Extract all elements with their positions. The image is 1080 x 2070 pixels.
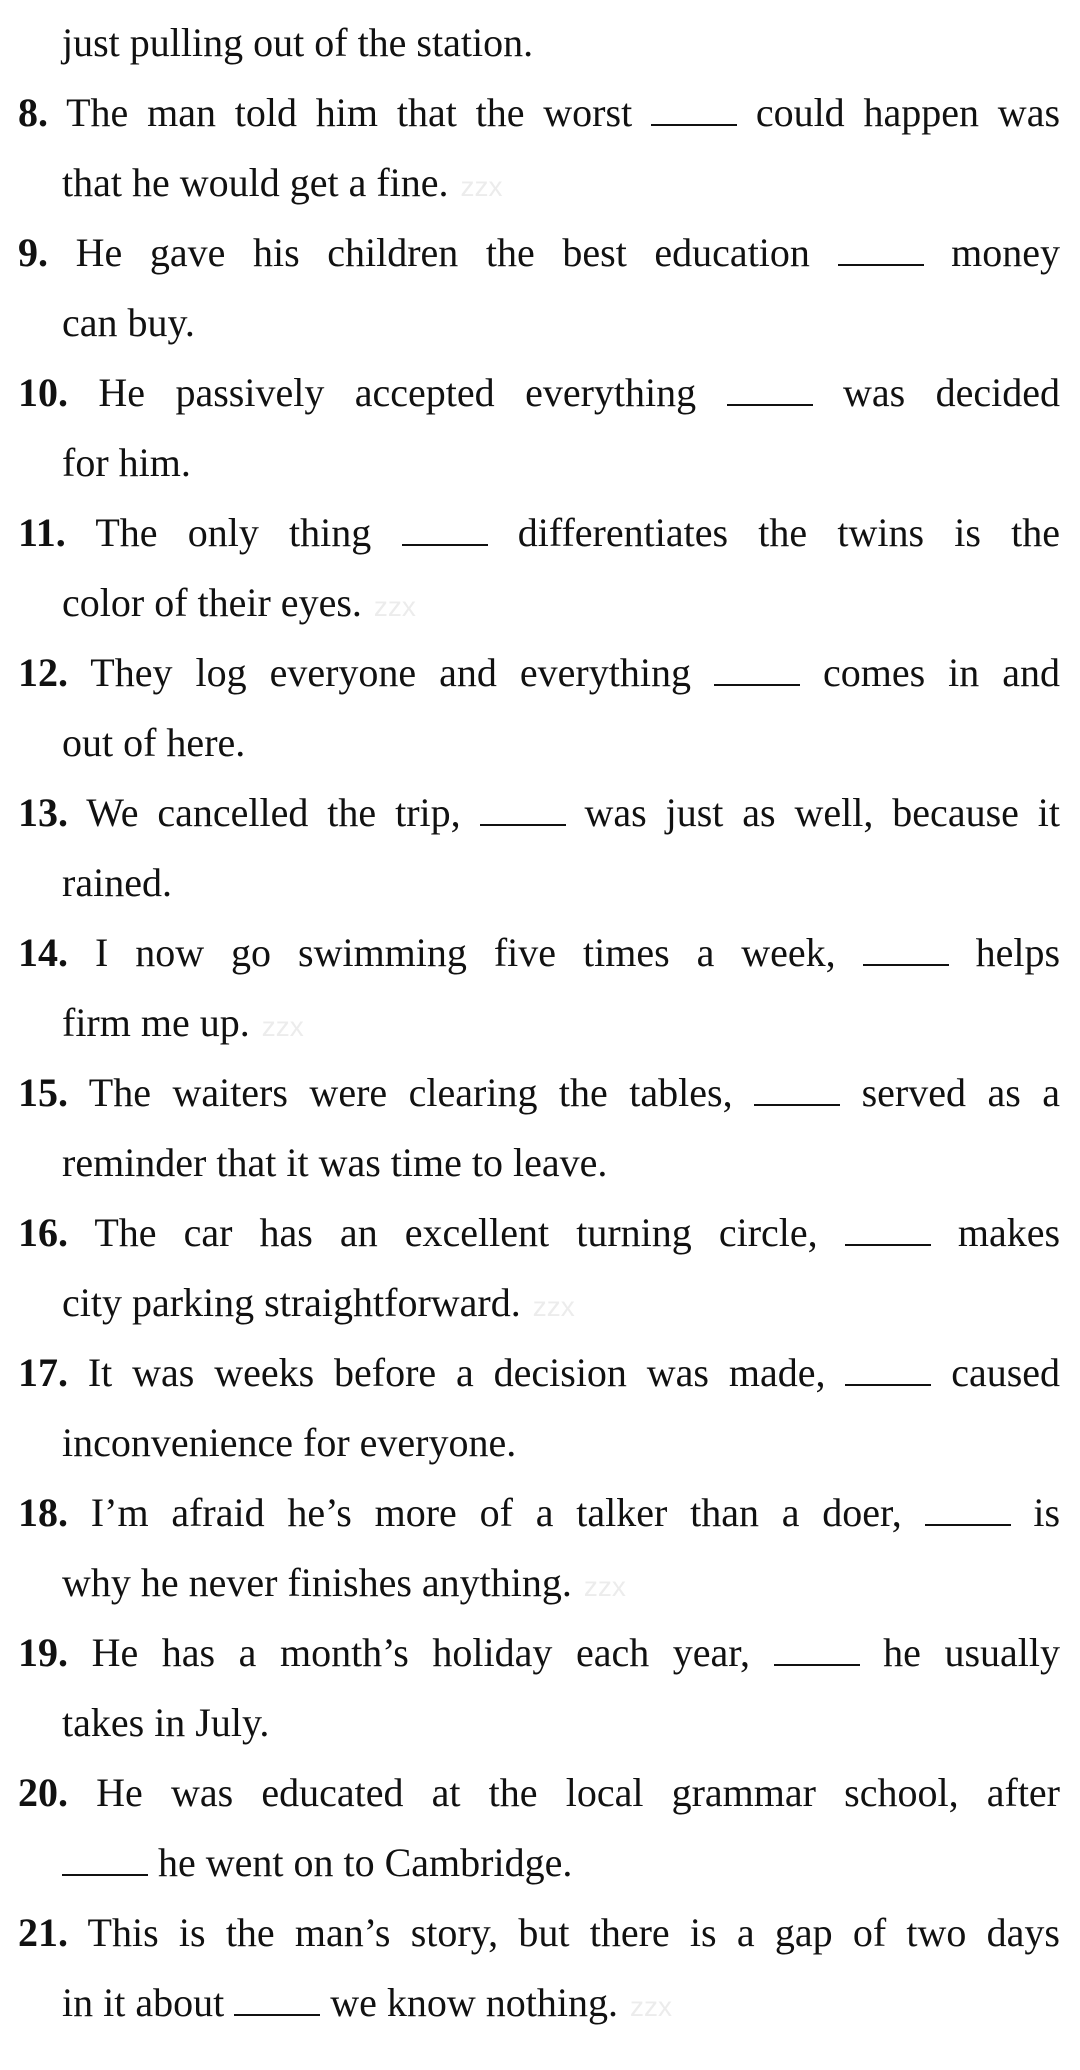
item-text: color of their eyes. [62,580,362,625]
item-21-line-1 [18,1898,1060,1968]
item-text: was decided [842,370,1060,415]
item-text: why he never finishes anything. [62,1560,572,1605]
item-number: 8. [18,90,48,135]
item-text: makes [957,1210,1061,1255]
answer-blank[interactable] [845,1344,931,1386]
item-text: firm me up. [62,1000,250,1045]
item-9-line-1 [18,218,1060,288]
item-text: I now go swimming five times a week, [94,930,836,975]
watermark: zzx [583,1571,626,1602]
item-text: he went on to Cambridge. [158,1840,573,1885]
item-18-line-1 [18,1478,1060,1548]
item-text: we know nothing. [330,1980,618,2025]
answer-blank[interactable] [62,1834,148,1876]
item-text: that he would get a fine. [62,160,449,205]
item-number: 14. [18,930,68,975]
item-text: The waiters were clearing the tables, [88,1070,733,1115]
item-8-line-1 [18,78,1060,148]
item-text: city parking straightforward. [62,1280,521,1325]
item-14-line-2 [62,988,1060,1058]
item-14-line-1 [18,918,1060,988]
watermark: zzx [460,171,503,202]
item-16-line-2 [62,1268,1060,1338]
item-number: 15. [18,1070,68,1115]
item-text: helps [975,930,1061,975]
item-text: differentiates the twins is the [517,510,1061,555]
item-20-line-1 [18,1758,1060,1828]
item-17-line-2 [62,1408,1060,1478]
answer-blank[interactable] [402,504,488,546]
item-12-line-1 [18,638,1060,708]
item-13-line-2 [62,848,1060,918]
item-15-line-1 [18,1058,1060,1128]
item-text: money [951,230,1061,275]
answer-blank[interactable] [651,84,737,126]
watermark: zzx [629,1991,672,2022]
item-number: 9. [18,230,48,275]
answer-blank[interactable] [480,784,566,826]
item-text: for him. [62,440,191,485]
item-13-line-1 [18,778,1060,848]
item-10-line-1 [18,358,1060,428]
watermark: zzx [261,1011,304,1042]
item-text: was just as well, because it [584,790,1061,835]
item-11-line-2 [62,568,1060,638]
item-text: He was educated at the local grammar school, after [96,1770,1061,1815]
item-number: 12. [18,650,68,695]
item-text: He passively accepted everything [98,370,697,415]
answer-blank[interactable] [774,1624,860,1666]
item-16-line-1 [18,1198,1060,1268]
item-7-continuation [62,8,1060,78]
answer-blank[interactable] [714,644,800,686]
item-text: reminder that it was time to leave. [62,1140,608,1185]
watermark: zzx [532,1291,575,1322]
item-text: he usually [883,1630,1061,1675]
item-text: The car has an excellent turning circle, [94,1210,818,1255]
item-text: is [1033,1490,1061,1535]
item-text: comes in and [822,650,1060,695]
item-text: We cancelled the trip, [86,790,461,835]
answer-blank[interactable] [838,224,924,266]
item-text: The man told him that the worst [66,90,633,135]
item-text: could happen was [755,90,1061,135]
item-text: inconvenience for everyone. [62,1420,517,1465]
item-number: 18. [18,1490,68,1535]
item-number: 21. [18,1910,68,1955]
item-text: caused [951,1350,1061,1395]
answer-blank[interactable] [754,1064,840,1106]
answer-blank[interactable] [234,1974,320,2016]
item-number: 19. [18,1630,68,1675]
item-15-line-2 [62,1128,1060,1198]
item-8-line-2 [62,148,1060,218]
item-17-line-1 [18,1338,1060,1408]
item-text: It was weeks before a decision was made, [87,1350,826,1395]
item-number: 20. [18,1770,68,1815]
item-text: He gave his children the best education [75,230,810,275]
item-text: He has a month’s holiday each year, [91,1630,751,1675]
answer-blank[interactable] [863,924,949,966]
item-text: served as a [861,1070,1061,1115]
item-text: rained. [62,860,172,905]
item-number: 10. [18,370,68,415]
item-number: 17. [18,1350,68,1395]
answer-blank[interactable] [925,1484,1011,1526]
item-number: 16. [18,1210,68,1255]
item-10-line-2 [62,428,1060,498]
item-text: just pulling out of the station. [62,20,534,65]
item-19-line-2 [62,1688,1060,1758]
item-text: takes in July. [62,1700,270,1745]
exercise-page [18,0,1060,2070]
item-text: out of here. [62,720,246,765]
item-19-line-1 [18,1618,1060,1688]
item-text: This is the man’s story, but there is a gap of two days [87,1910,1060,1955]
item-18-line-2 [62,1548,1060,1618]
item-21-line-2 [62,1968,1060,2038]
item-12-line-2 [62,708,1060,778]
watermark: zzx [373,591,416,622]
item-text: can buy. [62,300,195,345]
item-text: The only thing [95,510,372,555]
item-number: 11. [18,510,66,555]
answer-blank[interactable] [727,364,813,406]
answer-blank[interactable] [845,1204,931,1246]
item-number: 13. [18,790,68,835]
item-9-line-2 [62,288,1060,358]
item-text: They log everyone and everything [90,650,691,695]
item-text: I’m afraid he’s more of a talker than a doer, [90,1490,902,1535]
item-11-line-1 [18,498,1060,568]
item-20-line-2 [62,1828,1060,1898]
item-text: in it about [62,1980,225,2025]
